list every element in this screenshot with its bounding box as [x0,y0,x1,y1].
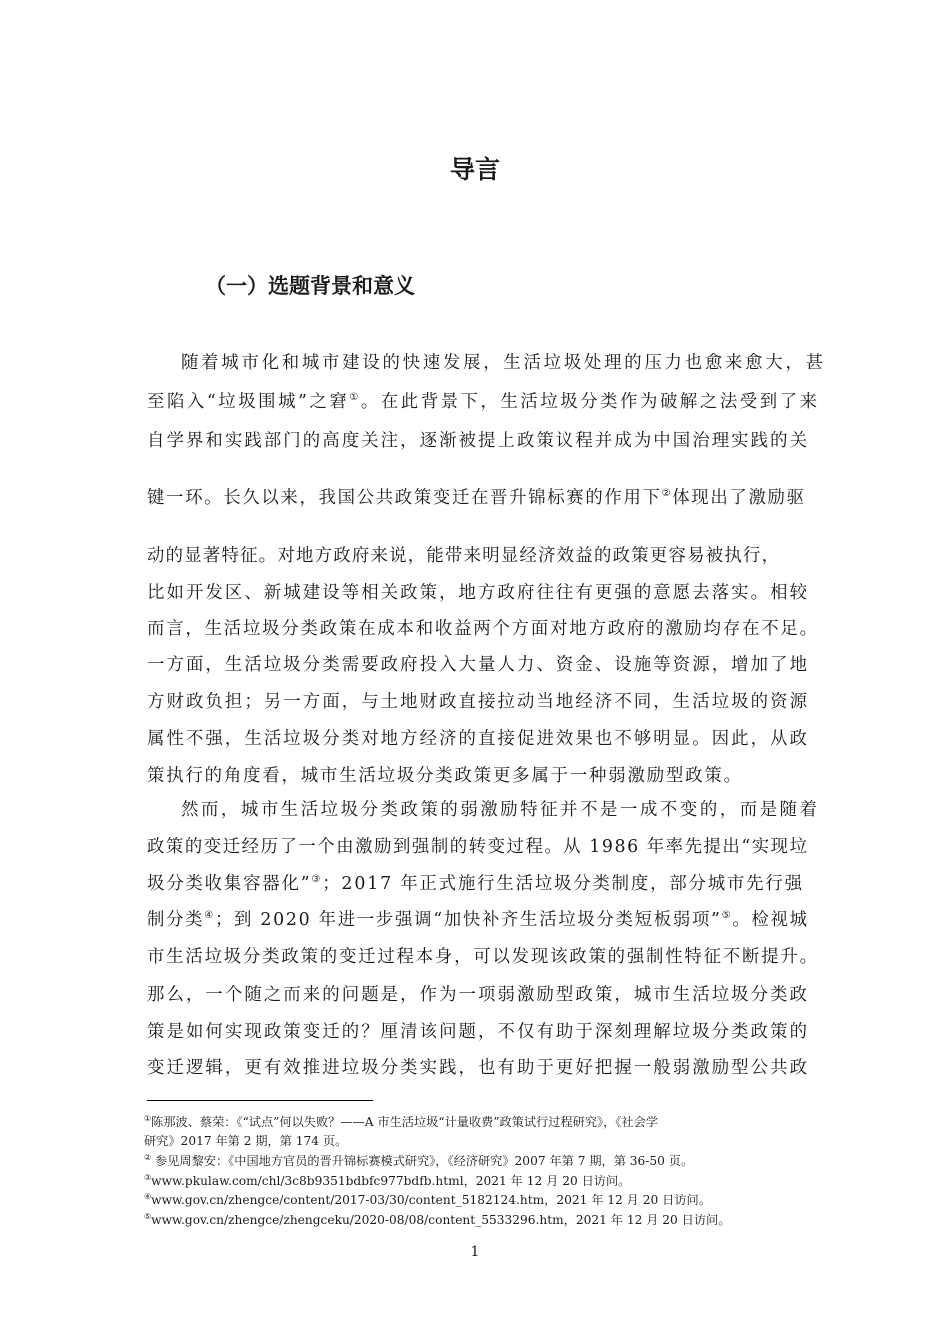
text-line: 自学界和实践部门的高度关注，逐渐被提上政策议程并成为中国治理实践的关 [147,431,810,451]
footnote: ⑤www.gov.cn/zhengce/zhengceku/2020-08/08/content_5533296.htm，2021 年 12 月 20 日访问。 [144,1211,731,1227]
text-line: 比如开发区、新城建设等相关政策，地方政府往往有更强的意愿去落实。相较 [147,583,810,603]
text-line: 市生活垃圾分类政策的变迁过程本身，可以发现该政策的强制性特征不断提升。 [147,947,819,967]
text-line: 随着城市化和城市建设的快速发展，生活垃圾处理的压力也愈来愈大，甚 [181,353,826,373]
footnote: ② 参见周黎安：《中国地方官员的晋升锦标赛模式研究》，《经济研究》2007 年第 7 期，第 36-50 页。 [144,1152,694,1168]
text-line: 至陷入“垃圾围城”之窘①。在此背景下，生活垃圾分类作为破解之法受到了来 [147,392,820,412]
footnote: ①陈那波、蔡荣：《“试点”何以失败？——A 市生活垃圾“计量收费”政策试行过程研究》，《社会学 [144,1113,658,1129]
text-line: 政策的变迁经历了一个由激励到强制的转变过程。从 1986 年率先提出“实现垃 [147,837,809,857]
text-line: 而言，生活垃圾分类政策在成本和收益两个方面对地方政府的激励均存在不足。 [147,619,819,639]
text-line: 制分类④；到 2020 年进一步强调“加快补齐生活垃圾分类短板弱项”⑤。检视城 [147,910,809,930]
footnote-ref[interactable]: ① [349,392,361,404]
text-line: 一方面，生活垃圾分类需要政府投入大量人力、资金、设施等资源，增加了地 [147,655,810,675]
text-line: 策执行的角度看，城市生活垃圾分类政策更多属于一种弱激励型政策。 [147,766,743,786]
footnote: ④www.gov.cn/zhengce/content/2017-03/30/content_5182124.htm，2021 年 12 月 20 日访问。 [144,1191,711,1207]
footnote-marker: ② [144,1152,152,1162]
text-line: 策是如何实现政策变迁的？厘清该问题，不仅有助于深刻理解垃圾分类政策的 [147,1022,810,1042]
text-line: 动的显著特征。对地方政府来说，能带来明显经济效益的政策更容易被执行， [147,546,781,566]
page-number: 1 [470,1244,480,1260]
footnote-marker: ⑤ [144,1211,152,1221]
text-line: 那么，一个随之而来的问题是，作为一项弱激励型政策，城市生活垃圾分类政 [147,985,810,1005]
footnote-marker: ③ [144,1172,152,1182]
footnote-marker: ① [144,1113,152,1123]
footnote-ref[interactable]: ② [661,488,673,500]
page-title: 导言 [449,155,500,184]
footnote: 研究》2017 年第 2 期，第 174 页。 [144,1134,348,1148]
text-line: 变迁逻辑，更有效推进垃圾分类实践，也有助于更好把握一般弱激励型公共政 [147,1058,810,1078]
footnote-separator [147,1100,373,1101]
footnote: ③www.pkulaw.com/chl/3c8b9351bdbfc977bdfb.html，2021 年 12 月 20 日访问。 [144,1172,631,1188]
footnote-marker: ④ [144,1191,152,1201]
text-line: 键一环。长久以来，我国公共政策变迁在晋升锦标赛的作用下②体现出了激励驱 [147,488,806,508]
text-line: 圾分类收集容器化”③；2017 年正式施行生活垃圾分类制度，部分城市先行强 [147,874,804,894]
footnote-ref[interactable]: ③ [311,874,323,886]
footnote-ref[interactable]: ⑤ [721,910,733,922]
text-line: 方财政负担；另一方面，与土地财政直接拉动当地经济不同，生活垃圾的资源 [147,692,810,712]
footnote-ref[interactable]: ④ [204,910,215,922]
text-line: 属性不强，生活垃圾分类对地方经济的直接促进效果也不够明显。因此，从政 [147,729,810,749]
text-line: 然而，城市生活垃圾分类政策的弱激励特征并不是一成不变的，而是随着 [181,800,820,820]
section-heading: （一）选题背景和意义 [205,274,415,298]
